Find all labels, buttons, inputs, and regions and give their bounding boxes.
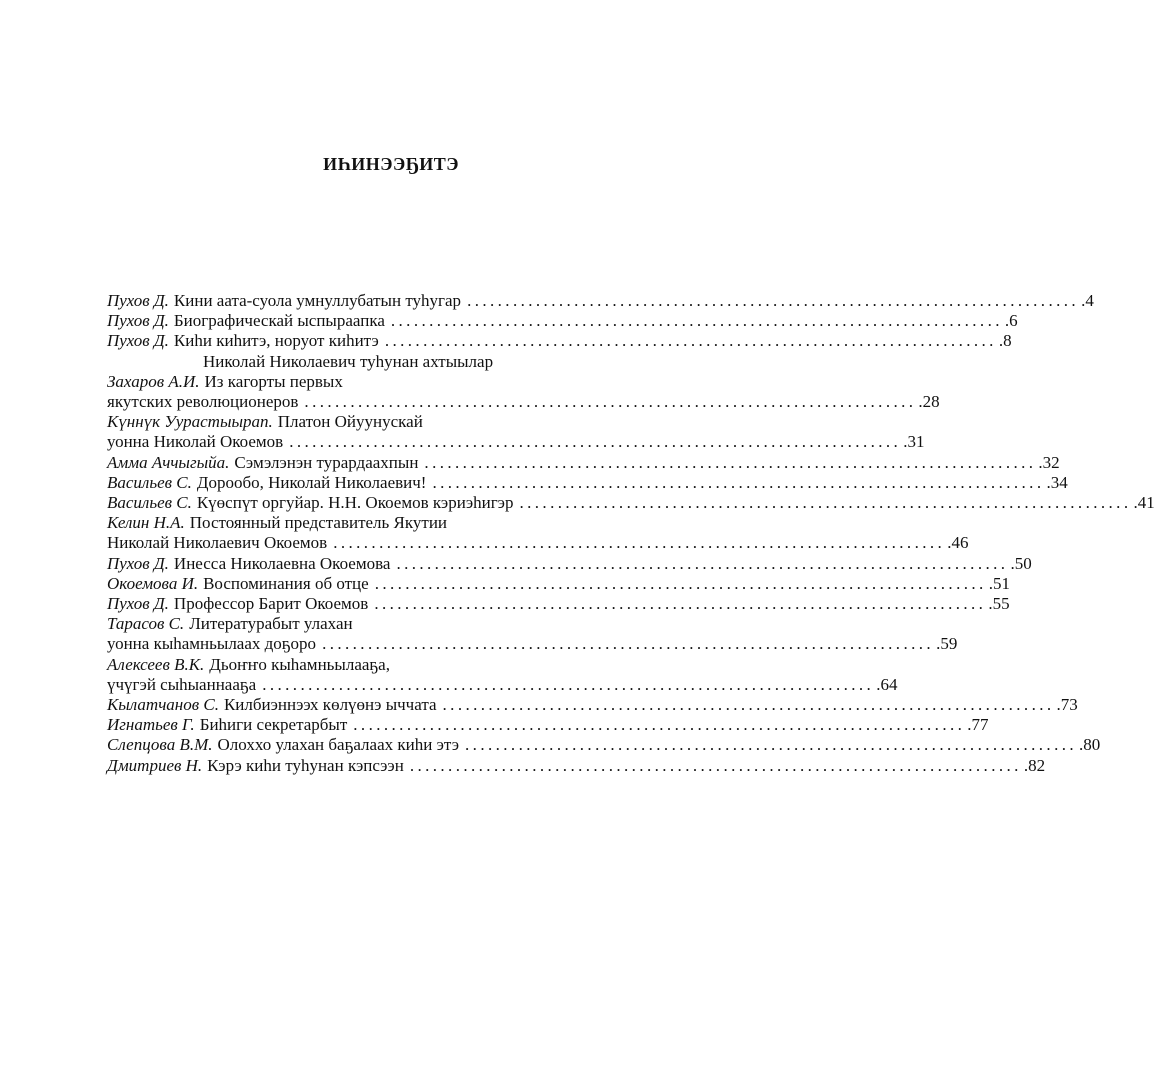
entry-page-number: .82 bbox=[1023, 755, 1046, 775]
entry-title: Николай Николаевич Окоемов bbox=[107, 533, 328, 553]
entry-page-number: .51 bbox=[988, 573, 1010, 593]
entry-author: Васильев С. bbox=[107, 493, 192, 513]
entry-title: Литературабыт улахан bbox=[189, 614, 353, 634]
toc-entry-line bbox=[107, 493, 1155, 513]
section-heading bbox=[107, 352, 654, 372]
entry-author: Пухов Д. bbox=[107, 553, 169, 573]
toc-entry-line bbox=[107, 291, 1094, 311]
dot-leader: ................................................................................ bbox=[384, 331, 997, 351]
toc-entry-line bbox=[107, 331, 1012, 351]
dot-leader: ................................................................................ bbox=[465, 735, 1078, 755]
entry-page-number: .46 bbox=[947, 533, 969, 553]
entry-author: Алексеев В.К. bbox=[107, 654, 205, 674]
toc-entry-line bbox=[107, 755, 1046, 776]
entry-title: Постоянный представитель Якутии bbox=[189, 513, 448, 533]
entry-author: Кылатчанов С. bbox=[107, 695, 219, 715]
entry-author: Күннүк Уурастыырап. bbox=[107, 412, 273, 432]
entry-title: уонна Николай Окоемов bbox=[107, 432, 284, 452]
toc-entry-line bbox=[107, 452, 1060, 473]
entry-page-number: .73 bbox=[1056, 695, 1078, 715]
dot-leader: ................................................................................ bbox=[353, 715, 966, 735]
entry-author: Окоемова И. bbox=[107, 573, 199, 593]
toc-entry-line bbox=[107, 614, 654, 634]
entry-title: Киһи киһитэ, норуот киһитэ bbox=[173, 331, 379, 351]
entry-title: уонна кыһамньылаах доҕоро bbox=[107, 634, 317, 654]
page-title: ИҺИНЭЭҔИТЭ bbox=[323, 154, 459, 174]
entry-page-number: .64 bbox=[876, 674, 898, 694]
entry-page-number: .41 bbox=[1133, 493, 1155, 513]
entry-author: Пухов Д. bbox=[107, 594, 169, 614]
toc-entry-line bbox=[107, 655, 654, 675]
entry-author: Амма Аччыгыйа. bbox=[107, 452, 230, 472]
entry-page-number: .28 bbox=[918, 392, 940, 412]
toc-entry-line bbox=[107, 311, 1018, 331]
entry-page-number: .50 bbox=[1010, 553, 1032, 573]
entry-title: Кини аата-суола умнуллубатын туһугар bbox=[173, 291, 462, 310]
entry-author: Келин Н.А. bbox=[107, 513, 185, 533]
dot-leader: ................................................................................ bbox=[390, 311, 1003, 331]
entry-author: Игнатьев Г. bbox=[107, 715, 195, 735]
dot-leader: ................................................................................ bbox=[374, 594, 987, 614]
entry-page-number: .8 bbox=[998, 331, 1012, 351]
entry-title: Профессор Барит Окоемов bbox=[173, 594, 369, 614]
entry-author: Захаров А.И. bbox=[107, 371, 200, 391]
toc-entry-line bbox=[107, 533, 969, 553]
entry-page-number: .4 bbox=[1081, 291, 1094, 310]
entry-title: Биографическай ыспыраапка bbox=[173, 311, 385, 331]
entry-author: Пухов Д. bbox=[107, 331, 169, 351]
dot-leader: ................................................................................ bbox=[432, 472, 1045, 492]
entry-page-number: .77 bbox=[967, 715, 989, 735]
entry-title: Сэмэлэнэн турардаахпын bbox=[234, 452, 419, 472]
dot-leader: ................................................................................ bbox=[304, 392, 917, 412]
toc-entry-line bbox=[107, 392, 940, 412]
dot-leader: ................................................................................ bbox=[519, 493, 1132, 513]
entry-title: якутских революционеров bbox=[107, 392, 299, 412]
toc-entry-line bbox=[107, 553, 1032, 574]
entry-page-number: .34 bbox=[1046, 472, 1068, 492]
toc-entry-line bbox=[107, 735, 1101, 755]
entry-author: Пухов Д. bbox=[107, 291, 169, 310]
toc-entry-line bbox=[107, 513, 654, 533]
entry-page-number: .80 bbox=[1079, 735, 1101, 755]
toc-entry-line bbox=[107, 432, 925, 452]
entry-author: Слепцова В.М. bbox=[107, 735, 213, 755]
entry-page-number: .32 bbox=[1038, 452, 1060, 472]
entry-title: Дьоҥҥо кыһамньылааҕа, bbox=[209, 654, 390, 674]
dot-leader: ................................................................................ bbox=[467, 291, 1080, 310]
entry-author: Пухов Д. bbox=[107, 311, 169, 331]
toc-entry-line bbox=[107, 412, 654, 432]
entry-page-number: .55 bbox=[988, 594, 1010, 614]
entry-title: үчүгэй сыһыаннааҕа bbox=[107, 674, 257, 694]
dot-leader: ................................................................................ bbox=[409, 755, 1022, 775]
dot-leader: ................................................................................ bbox=[289, 432, 902, 452]
dot-leader: ................................................................................ bbox=[322, 634, 935, 654]
entry-page-number: .59 bbox=[936, 634, 958, 654]
section-heading-text: Николай Николаевич туһунан ахтыылар bbox=[203, 351, 494, 371]
entry-title: Килбиэннээх көлүөнэ ыччата bbox=[223, 695, 437, 715]
entry-author: Дмитриев Н. bbox=[107, 755, 203, 775]
dot-leader: ................................................................................ bbox=[442, 695, 1055, 715]
entry-author: Тарасов С. bbox=[107, 614, 185, 634]
toc-entry-line bbox=[107, 472, 1068, 493]
entry-title: Инесса Николаевна Окоемова bbox=[173, 553, 391, 573]
entry-title: Күөспүт оргуйар. Н.Н. Окоемов кэриэһигэр bbox=[196, 493, 514, 513]
entry-title: Биһиги секретарбыт bbox=[199, 715, 348, 735]
dot-leader: ................................................................................ bbox=[333, 533, 946, 553]
entry-title: Олоххо улахан баҕалаах киһи этэ bbox=[217, 735, 460, 755]
toc-entry-line bbox=[107, 372, 654, 392]
dot-leader: ................................................................................ bbox=[262, 674, 875, 694]
entry-title: Из кагорты первых bbox=[204, 371, 343, 391]
entry-title: Воспоминания об отце bbox=[203, 573, 369, 593]
entry-page-number: .31 bbox=[903, 432, 925, 452]
entry-title: Кэрэ киһи туһунан кэпсээн bbox=[207, 755, 404, 775]
table-of-contents bbox=[107, 291, 1155, 776]
toc-entry-line bbox=[107, 573, 1010, 594]
toc-entry-line bbox=[107, 674, 898, 695]
dot-leader: ................................................................................ bbox=[424, 452, 1037, 472]
toc-entry-line bbox=[107, 715, 989, 735]
entry-author: Васильев С. bbox=[107, 472, 192, 492]
entry-page-number: .6 bbox=[1004, 311, 1018, 331]
dot-leader: ................................................................................ bbox=[374, 573, 987, 593]
toc-entry-line bbox=[107, 594, 1010, 614]
toc-entry-line bbox=[107, 634, 958, 654]
entry-title: Дорообо, Николай Николаевич! bbox=[196, 472, 427, 492]
toc-entry-line bbox=[107, 695, 1078, 715]
dot-leader: ................................................................................ bbox=[396, 553, 1009, 573]
entry-title: Платон Ойуунускай bbox=[277, 412, 423, 432]
